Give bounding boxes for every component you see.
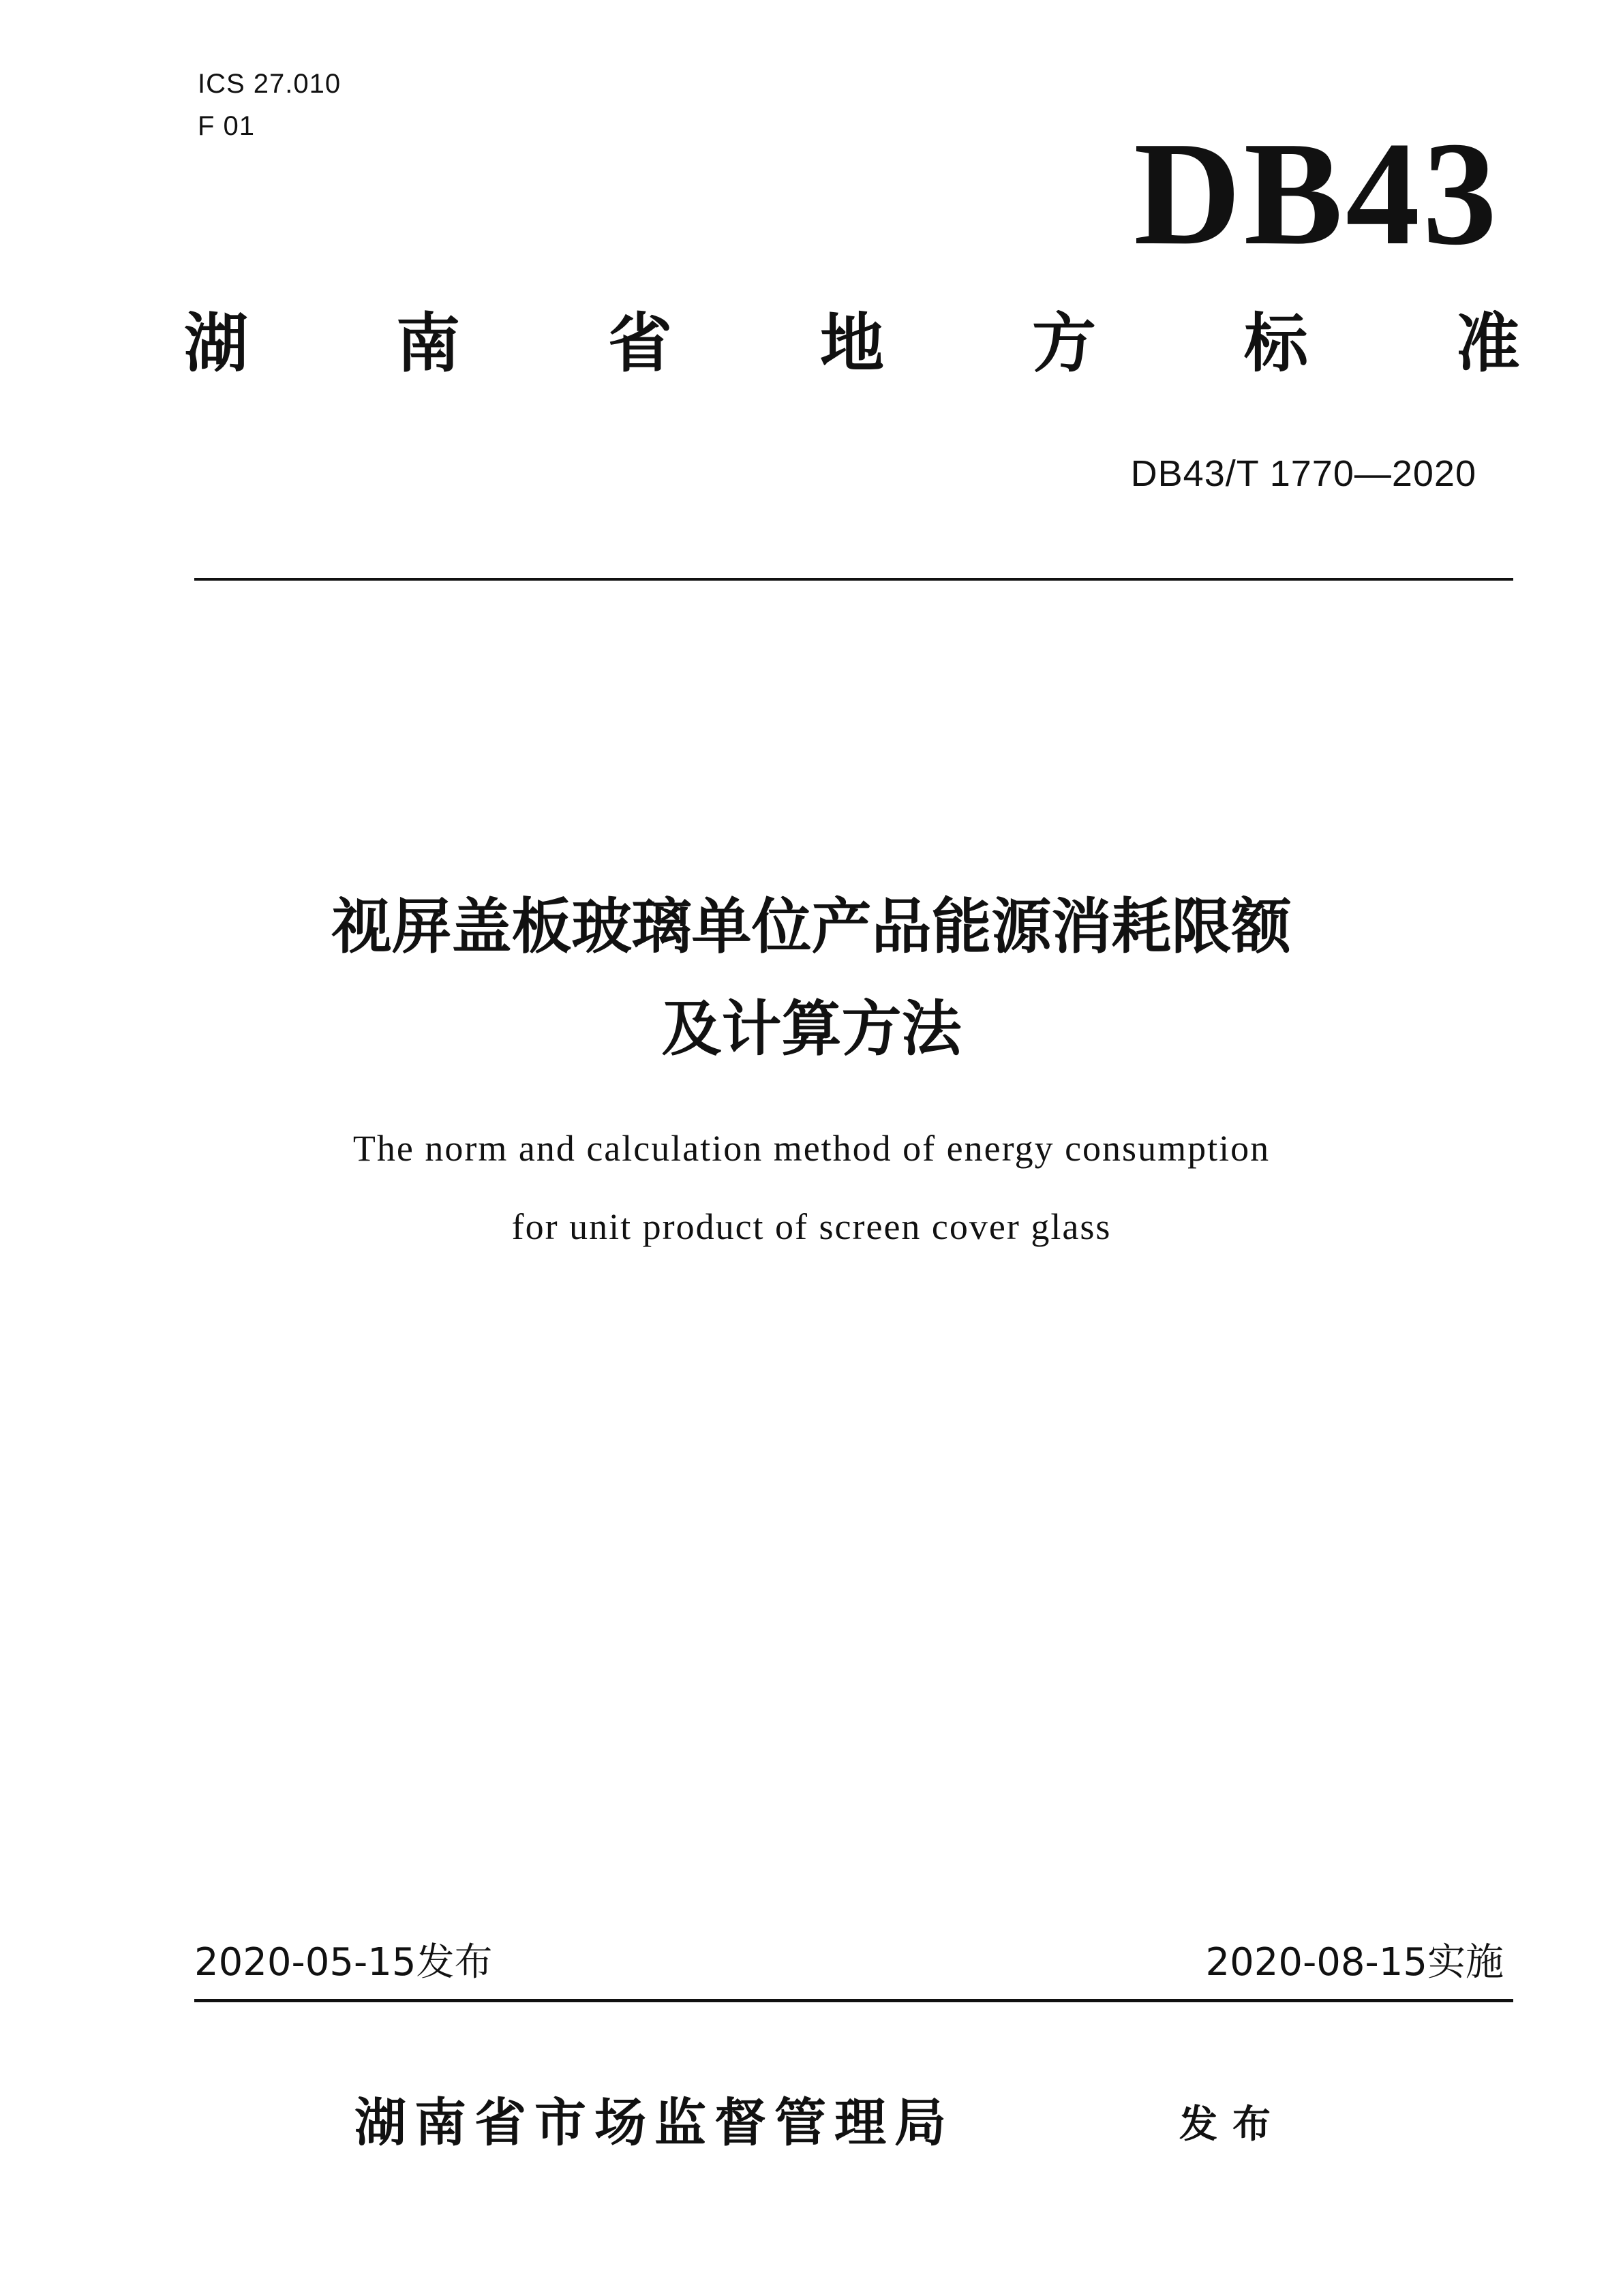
category-char: 省 — [607, 307, 672, 381]
standard-number: DB43/T 1770—2020 — [1130, 453, 1476, 494]
ccs-code: F 01 — [198, 111, 256, 141]
bottom-divider — [194, 1999, 1513, 2002]
chinese-title-line-1: 视屏盖板玻璃单位产品能源消耗限额 — [331, 891, 1292, 962]
category-char: 方 — [1031, 307, 1096, 381]
category-char: 南 — [395, 307, 460, 381]
publication-date: 2020-05-15发布 — [194, 1940, 493, 1985]
category-char: 湖 — [184, 307, 249, 381]
category-char: 准 — [1455, 307, 1520, 381]
standard-logo-code: DB43 — [1134, 112, 1500, 276]
chinese-title-line-2: 及计算方法 — [661, 994, 962, 1064]
issue-label: 发布 — [1179, 2102, 1286, 2147]
classification-codes — [198, 63, 341, 147]
category-char: 地 — [819, 307, 884, 381]
implementation-date: 2020-08-15实施 — [1205, 1940, 1504, 1985]
english-title-line-1: The norm and calculation method of energy consumption — [352, 1128, 1271, 1169]
standard-category-title — [184, 300, 1520, 388]
top-divider — [194, 578, 1513, 581]
english-title-line-2: for unit product of screen cover glass — [511, 1206, 1112, 1247]
issuing-authority: 湖南省市场监督管理局 — [354, 2092, 954, 2153]
ics-code: ICS 27.010 — [198, 69, 342, 99]
category-char: 标 — [1243, 307, 1308, 381]
